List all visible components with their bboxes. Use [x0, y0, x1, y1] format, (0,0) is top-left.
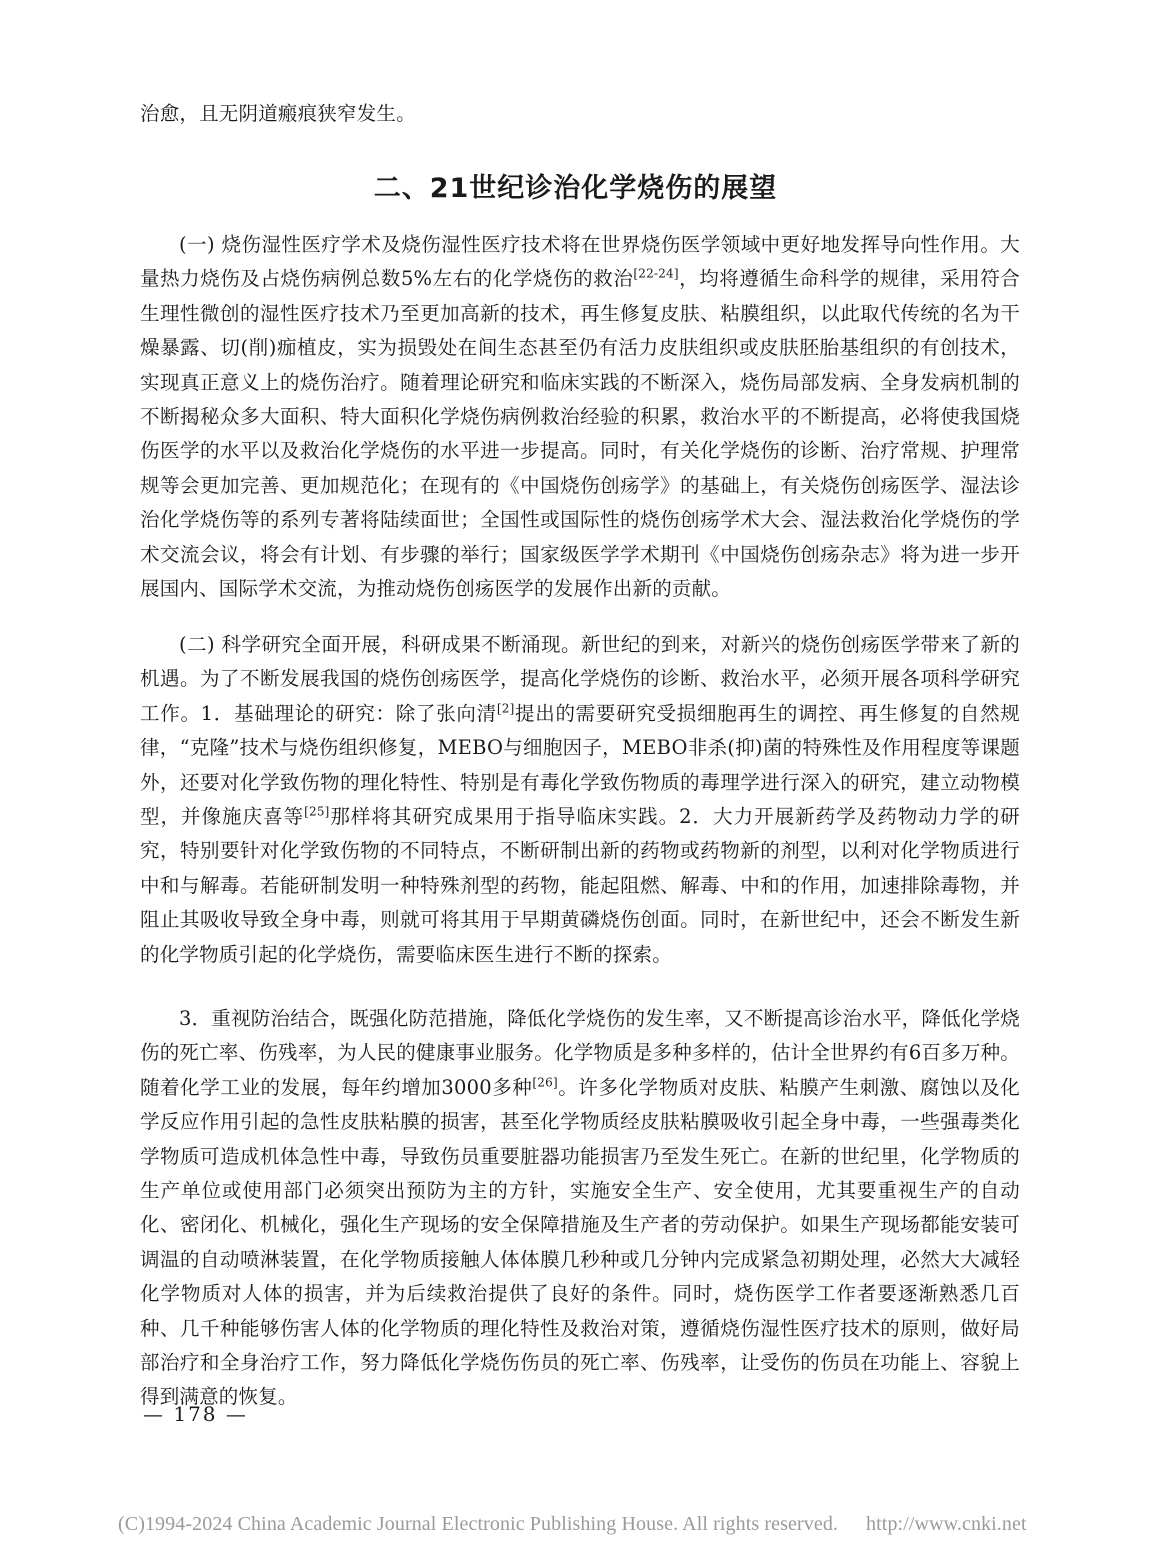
citation-26: [26] — [532, 1075, 558, 1090]
carryover-text: 治愈，且无阴道瘢痕狭窄发生。 — [140, 102, 416, 125]
paragraph-2 — [140, 628, 1020, 972]
page-number: — 178 — — [143, 1402, 248, 1426]
paragraph-1 — [140, 228, 1020, 606]
citation-2: [2] — [496, 701, 515, 716]
section-heading: 二、21世纪诊治化学烧伤的展望 — [373, 173, 778, 204]
paragraph-2-text-c: 那样将其研究成果用于指导临床实践。2．大力开展新药学及药物动力学的研究，特别要针对化学致伤物的不同特点，不断研制出新的药物或药物新的剂型，以利对化学物质进行中和与解毒。若能研制发明一种特殊剂型的药物，能起阻燃、解毒、中和的作用，加速排除毒物，并阻止其吸收导致全身中毒，则就可将其用于早期黄磷烧伤创面。同时，在新世纪中，还会不断发生新的化学物质引起的化学烧伤，需要临床医生进行不断的探索。 — [140, 805, 1020, 966]
paragraph-2-text-a: (二) 科学研究全面开展，科研成果不断涌现。新世纪的到来，对新兴的烧伤创疡医学带来了新的机遇。为了不断发展我国的烧伤创疡医学，提高化学烧伤的诊断、救治水平，必须开展各项科学研究工作。1．基础理论的研究：除了张向清 — [140, 633, 1020, 725]
paragraph-1-text-b: ，均将遵循生命科学的规律，采用符合生理性微创的湿性医疗技术乃至更加高新的技术，再生修复皮肤、粘膜组织，以此取代传统的名为干燥暴露、切(削)痂植皮，实为损毁处在间生态甚至仍有活力皮肤组织或皮肤胚胎基组织的有创技术，实现真正意义上的烧伤治疗。随着理论研究和临床实践的不断深入，烧伤局部发病、全身发病机制的不断揭秘众多大面积、特大面积化学烧伤病例救治经验的积累，救治水平的不断提高，必将使我国烧伤医学的水平以及救治化学烧伤的水平进一步提高。同时，有关化学烧伤的诊断、治疗常规、护理常规等会更加完善、更加规范化；在现有的《中国烧伤创疡学》的基础上，有关烧伤创疡医学、湿法诊治化学烧伤等的系列专著将陆续面世；全国性或国际性的烧伤创疡学术大会、湿法救治化学烧伤的学术交流会议，将会有计划、有步骤的举行；国家级医学学术期刊《中国烧伤创疡杂志》将为进一步开展国内、国际学术交流，为推动烧伤创疡医学的发展作出新的贡献。 — [140, 267, 1020, 601]
footer-url[interactable]: http://www.cnki.net — [866, 1513, 1027, 1535]
copyright-footer — [118, 1513, 1027, 1536]
citation-25: [25] — [304, 804, 330, 819]
paragraph-1-text-a: (一) 烧伤湿性医疗学术及烧伤湿性医疗技术将在世界烧伤医学领域中更好地发挥导向性作用。大量热力烧伤及占烧伤病例总数5%左右的化学烧伤的救治 — [140, 233, 1020, 291]
paragraph-3-text-b: 。许多化学物质对皮肤、粘膜产生刺激、腐蚀以及化学反应作用引起的急性皮肤粘膜的损害，甚至化学物质经皮肤粘膜吸收引起全身中毒，一些强毒类化学物质可造成机体急性中毒，导致伤员重要脏器功能损害乃至发生死亡。在新的世纪里，化学物质的生产单位或使用部门必须突出预防为主的方针，实施安全生产、安全使用，尤其要重视生产的自动化、密闭化、机械化，强化生产现场的安全保障措施及生产者的劳动保护。如果生产现场都能安装可调温的自动喷淋装置，在化学物质接触人体体膜几秒种或几分钟内完成紧急初期处理，必然大大减轻化学物质对人体的损害，并为后续救治提供了良好的条件。同时，烧伤医学工作者要逐渐熟悉几百种、几千种能够伤害人体的化学物质的理化特性及救治对策，遵循烧伤湿性医疗技术的原则，做好局部治疗和全身治疗工作，努力降低化学烧伤伤员的死亡率、伤残率，让受伤的伤员在功能上、容貌上得到满意的恢复。 — [140, 1075, 1020, 1409]
citation-22-24: [22-24] — [633, 266, 679, 281]
paragraph-2-text-b: 提出的需要研究受损细胞再生的调控、再生修复的自然规律，“克隆”技术与烧伤组织修复，MEBO与细胞因子，MEBO非杀(抑)菌的特殊性及作用程度等课题外，还要对化学致伤物的理化特性、特别是有毒化学致伤物质的毒理学进行深入的研究，建立动物模型，并像施庆喜等 — [140, 701, 1020, 829]
carryover-line — [140, 97, 1020, 131]
copyright-text: (C)1994-2024 China Academic Journal Electronic Publishing House. All rights reserved. — [118, 1513, 839, 1535]
paragraph-3 — [140, 1002, 1020, 1415]
paragraph-3-text-a: 3．重视防治结合，既强化防范措施，降低化学烧伤的发生率，又不断提高诊治水平，降低化学烧伤的死亡率、伤残率，为人民的健康事业服务。化学物质是多种多样的，估计全世界约有6百多万种。随着化学工业的发展，每年约增加3000多种 — [140, 1007, 1020, 1099]
